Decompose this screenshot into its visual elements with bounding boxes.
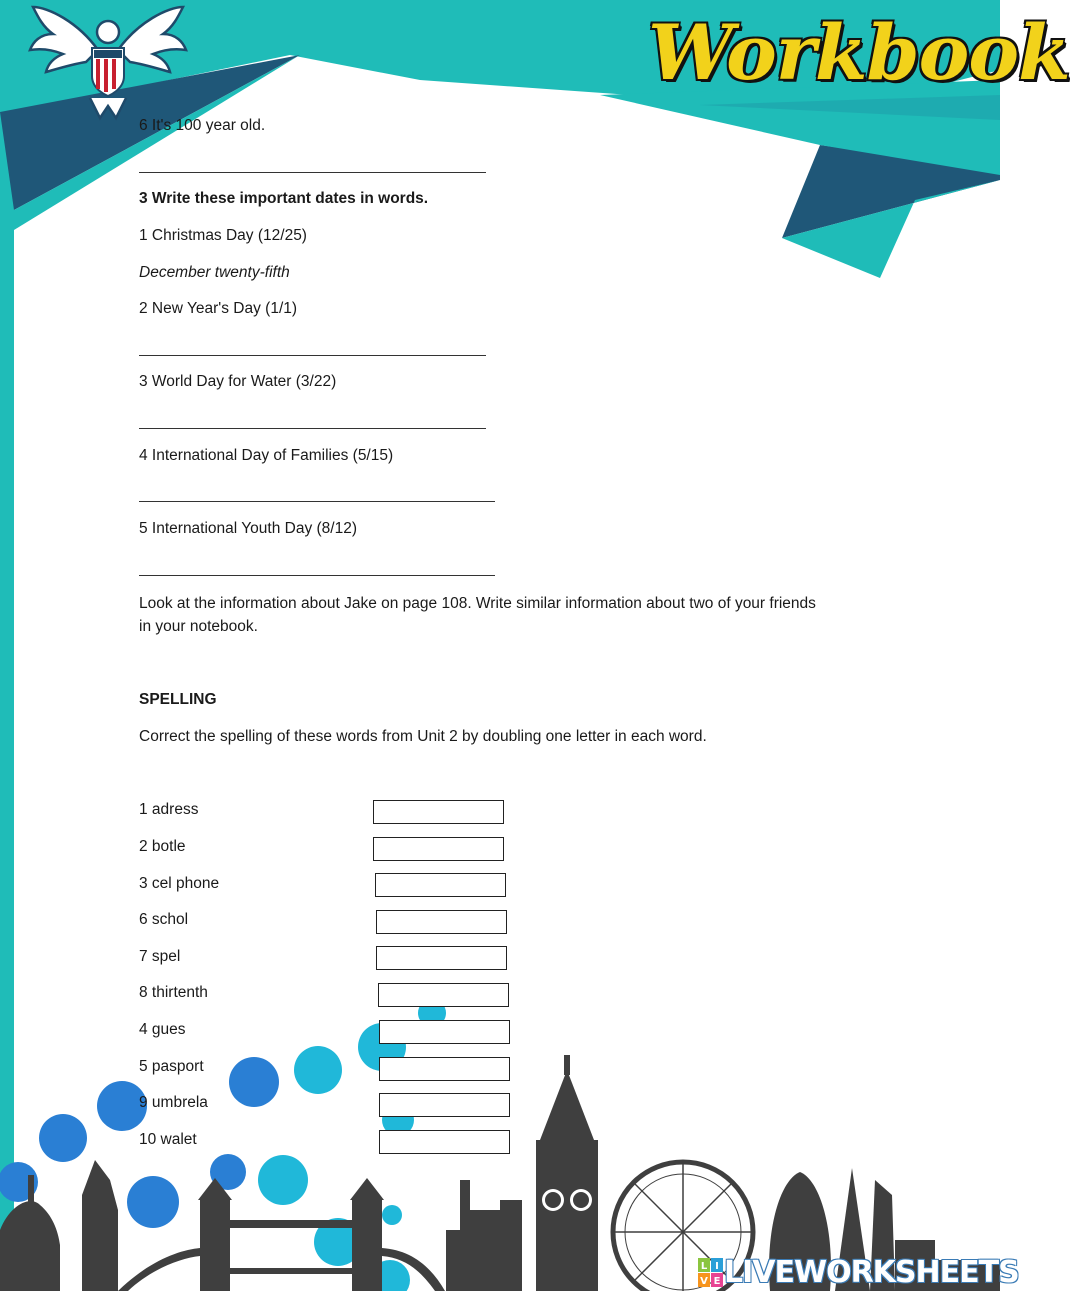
spelling-item: 6 schol bbox=[139, 911, 189, 928]
answer-line[interactable] bbox=[139, 501, 495, 502]
spelling-answer-box[interactable] bbox=[379, 1020, 510, 1044]
exercise-3-item-5: 5 International Youth Day (8/12) bbox=[139, 520, 358, 537]
logo-letter: L bbox=[700, 1260, 708, 1272]
spelling-item: 1 adress bbox=[139, 801, 199, 818]
spelling-item: 3 cel phone bbox=[139, 875, 220, 892]
logo-letter: E bbox=[713, 1275, 721, 1287]
notebook-instruction: Look at the information about Jake on page 108. Write similar information about two of your friends in your notebook. bbox=[139, 595, 816, 635]
logo-letter: V bbox=[700, 1275, 708, 1287]
logo-letter: I bbox=[715, 1260, 719, 1272]
exercise-3-item-4: 4 International Day of Families (5/15) bbox=[139, 447, 394, 464]
exercise-3-item-1: 1 Christmas Day (12/25) bbox=[139, 227, 307, 244]
answer-line[interactable] bbox=[139, 172, 486, 173]
spelling-answer-box[interactable] bbox=[379, 1057, 510, 1081]
spelling-item: 2 botle bbox=[139, 838, 186, 855]
spelling-instruction: Correct the spelling of these words from Unit 2 by doubling one letter in each word. bbox=[139, 728, 707, 745]
spelling-item: 10 walet bbox=[139, 1131, 197, 1148]
spelling-item: 4 gues bbox=[139, 1021, 186, 1038]
spelling-answer-box[interactable] bbox=[376, 946, 507, 970]
exercise-3-item-2: 2 New Year's Day (1/1) bbox=[139, 300, 298, 317]
spelling-answer-box[interactable] bbox=[373, 800, 504, 824]
spelling-heading: SPELLING bbox=[139, 691, 217, 708]
spelling-item: 5 pasport bbox=[139, 1058, 204, 1075]
liveworksheets-logo bbox=[698, 1255, 1019, 1290]
spelling-answer-box[interactable] bbox=[375, 873, 506, 897]
workbook-title: Workbook bbox=[648, 8, 1070, 97]
liveworksheets-logo-text: LIVEWORKSHEETS bbox=[724, 1255, 1019, 1290]
spelling-item: 9 umbrela bbox=[139, 1094, 208, 1111]
answer-line[interactable] bbox=[139, 428, 486, 429]
answer-line[interactable] bbox=[139, 575, 495, 576]
exercise-3-example-answer: December twenty-fifth bbox=[139, 264, 290, 281]
previous-item-6: 6 It's 100 year old. bbox=[139, 117, 266, 134]
spelling-answer-box[interactable] bbox=[379, 1093, 510, 1117]
spelling-answer-box[interactable] bbox=[379, 1130, 510, 1154]
exercise-3-heading: 3 Write these important dates in words. bbox=[139, 190, 429, 207]
spelling-answer-box[interactable] bbox=[378, 983, 509, 1007]
answer-line[interactable] bbox=[139, 355, 486, 356]
liveworksheets-logo-icon bbox=[698, 1258, 724, 1288]
spelling-item: 7 spel bbox=[139, 948, 181, 965]
spelling-answer-box[interactable] bbox=[376, 910, 507, 934]
exercise-3-item-3: 3 World Day for Water (3/22) bbox=[139, 373, 337, 390]
spelling-item: 8 thirtenth bbox=[139, 984, 208, 1001]
spelling-answer-box[interactable] bbox=[373, 837, 504, 861]
